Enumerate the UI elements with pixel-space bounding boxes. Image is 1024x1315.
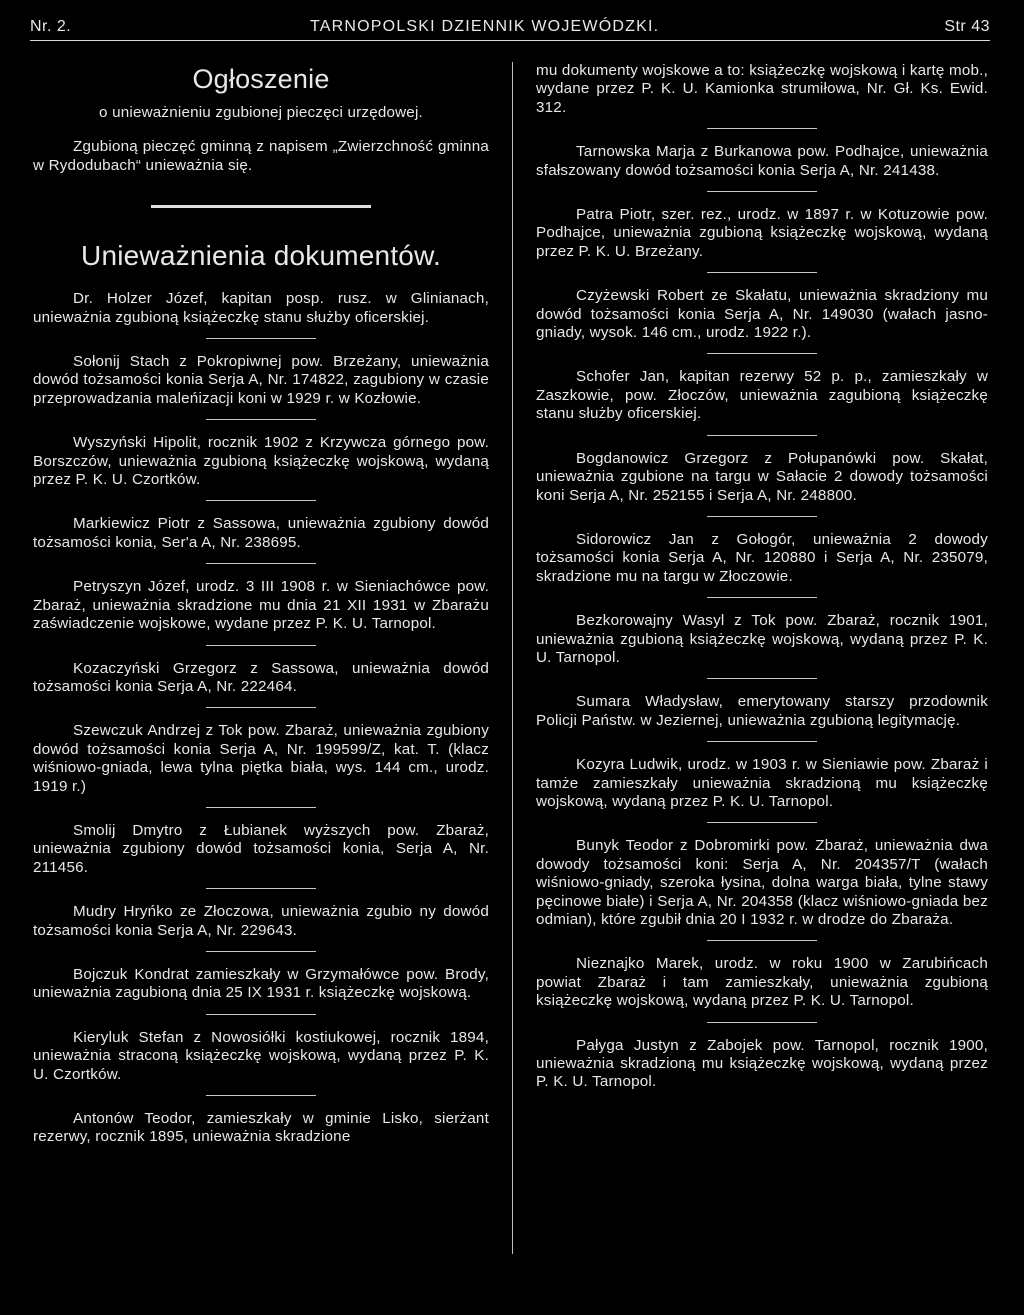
- separator: [707, 1022, 817, 1023]
- notice-entry: Wyszyński Hipolit, rocznik 1902 z Krzywcza górnego pow. Borszczów, unieważnia zgubioną książeczkę wojskową, wydaną przez P. K. U. Czortków.: [33, 434, 489, 489]
- notice-entry: Mudry Hryńko ze Złoczowa, unieważnia zgubio ny dowód tożsamości konia Serja A, Nr. 229643.: [33, 903, 489, 939]
- column-divider: [512, 62, 513, 1254]
- separator: [206, 419, 316, 420]
- separator: [206, 707, 316, 708]
- separator: [206, 500, 316, 501]
- separator: [707, 128, 817, 129]
- separator: [206, 563, 316, 564]
- notice-entry: Pałyga Justyn z Zabojek pow. Tarnopol, rocznik 1900, unieważnia skradzioną mu książeczkę wojskową, wydaną przez P. K. U. Tarnopol.: [536, 1036, 988, 1091]
- announcement-subtitle: o unieważnieniu zgubionej pieczęci urzędowej.: [99, 104, 423, 121]
- notice-entry: Sidorowicz Jan z Gołogór, unieważnia 2 dowody tożsamości konia Serja A, Nr. 120880 i Serja A, Nr. 235079, skradzione mu na targu w Złoczowie.: [536, 530, 988, 585]
- separator: [206, 807, 316, 808]
- section-title: Unieważnienia dokumentów.: [81, 240, 441, 272]
- notice-entry: Kozaczyński Grzegorz z Sassowa, unieważnia dowód tożsamości konia Serja A, Nr. 222464.: [33, 659, 489, 695]
- notice-entry: Kozyra Ludwik, urodz. w 1903 r. w Sieniawie pow. Zbaraż i tamże zamieszkały unieważnia skradzioną mu książeczkę wojskową, wydaną przez P. K. U. Tarnopol.: [536, 756, 988, 810]
- notice-entry: Nieznajko Marek, urodz. w roku 1900 w Zarubińcach powiat Zbaraż i tam zamieszkały, unieważnia zgubioną książeczkę wojskową, wydaną przez P. K. U. Tarnopol.: [536, 955, 988, 1010]
- notice-entry: Dr. Holzer Józef, kapitan posp. rusz. w Glinianach, unieważnia zgubioną książeczkę stanu służby oficerskiej.: [33, 290, 489, 326]
- seal-notice: Zgubioną pieczęć gminną z napisem „Zwierzchność gminna w Rydodubach“ unieważnia się.: [33, 138, 489, 174]
- thick-separator: [151, 205, 371, 208]
- notice-entry: Bunyk Teodor z Dobromirki pow. Zbaraż, unieważnia dwa dowody tożsamości koni: Serja A, Nr. 204357/T (wałach wiśniowo-gniady, szeroka łysina, dolna warga biała, tylne stawy pęcinowe białe) i Serja A, Nr. 204358 (klacz wiśniowo-gniada bez odmian), które zgubił dnia 20 I 1932 r. w drodze do Zbaraża.: [536, 837, 988, 928]
- notice-entry: Smolij Dmytro z Łubianek wyższych pow. Zbaraż, unieważnia zgubiony dowód tożsamości konia, Serja A, Nr. 211456.: [33, 821, 489, 876]
- separator: [206, 888, 316, 889]
- notice-entry: Kieryluk Stefan z Nowosiółki kostiukowej, rocznik 1894, unieważnia straconą książeczkę wojskową, wydaną przez P. K. U. Czortków.: [33, 1028, 489, 1083]
- separator: [707, 741, 817, 742]
- notice-entry: Petryszyn Józef, urodz. 3 III 1908 r. w Sieniachówce pow. Zbaraż, unieważnia skradzione mu dnia 21 XII 1931 w Zbarażu zaświadczenie wojskowe, wydane przez P. K. U. Tarnopol.: [33, 578, 489, 633]
- notice-entry: Bojczuk Kondrat zamieszkały w Grzymałówce pow. Brody, unieważnia zagubioną dnia 25 IX 1931 r. książeczkę wojskową.: [33, 965, 489, 1002]
- right-column: [536, 62, 988, 1092]
- left-column: [33, 62, 489, 1147]
- separator: [707, 940, 817, 941]
- notice-entry: Sumara Władysław, emerytowany starszy przodownik Policji Państw. w Jeziernej, unieważnia zgubioną legitymację.: [536, 693, 988, 729]
- notice-entry: Antonów Teodor, zamieszkały w gminie Lisko, sierżant rezerwy, rocznik 1895, unieważnia skradzione: [33, 1110, 489, 1146]
- notice-entry: Czyżewski Robert ze Skałatu, unieważnia skradziony mu dowód tożsamości konia Serja A, Nr. 149030 (wałach jasno-gniady, wysok. 146 cm., urodz. 1922 r.).: [536, 287, 988, 342]
- separator: [707, 435, 817, 436]
- notice-entry: Markiewicz Piotr z Sassowa, unieważnia zgubiony dowód tożsamości konia, Ser'a A, Nr. 238695.: [33, 515, 489, 551]
- separator: [707, 678, 817, 679]
- separator: [206, 645, 316, 646]
- page-header: [30, 14, 990, 41]
- notice-entry: Sołonij Stach z Pokropiwnej pow. Brzeżany, unieważnia dowód tożsamości konia Serja A, Nr. 174822, zagubiony w czasie przeprowadzania maleńizacji koni w 1929 r. w Kozłowie.: [33, 353, 489, 407]
- notice-entry: Bogdanowicz Grzegorz z Połupanówki pow. Skałat, unieważnia zgubione na targu w Sałacie 2 dowody tożsamości koni Serja A, Nr. 252155 i Serja A, Nr. 248800.: [536, 449, 988, 504]
- announcement-title: Ogłoszenie: [192, 64, 330, 94]
- notice-entry: Schofer Jan, kapitan rezerwy 52 p. p., zamieszkały w Zaszkowie, pow. Złoczów, unieważnia zagubioną książeczkę stanu służby oficerskiej.: [536, 368, 988, 423]
- separator: [707, 597, 817, 598]
- notice-entry: Szewczuk Andrzej z Tok pow. Zbaraż, unieważnia zgubiony dowód tożsamości konia Serja A, Nr. 199599/Z, kat. T. (klacz wiśniowo-gniada, lewa tylna piętka biała, wys. 144 cm., urodz. 1919 r.): [33, 722, 489, 795]
- page-number: Str 43: [944, 18, 990, 35]
- separator: [206, 1014, 316, 1015]
- separator: [707, 516, 817, 517]
- separator: [707, 353, 817, 354]
- separator: [206, 338, 316, 339]
- separator: [206, 951, 316, 952]
- notice-entry: Patra Piotr, szer. rez., urodz. w 1897 r. w Kotuzowie pow. Podhajce, unieważnia zgubioną książeczkę wojskową, wydaną przez P. K. U. Brzeżany.: [536, 206, 988, 260]
- continued-entry: mu dokumenty wojskowe a to: książeczkę wojskową i kartę mob., wydane przez P. K. U. Kamionka strumiłowa, Nr. Gł. Ks. Ewid. 312.: [536, 62, 988, 116]
- separator: [206, 1095, 316, 1096]
- separator: [707, 272, 817, 273]
- notice-entry: Bezkorowajny Wasyl z Tok pow. Zbaraż, rocznik 1901, unieważnia zgubioną książeczkę wojskową, wydaną przez P. K. U. Tarnopol.: [536, 612, 988, 666]
- separator: [707, 191, 817, 192]
- separator: [707, 822, 817, 823]
- issue-number: Nr. 2.: [30, 18, 72, 35]
- notice-entry: Tarnowska Marja z Burkanowa pow. Podhajce, unieważnia sfałszowany dowód tożsamości konia Serja A, Nr. 241438.: [536, 143, 988, 179]
- newspaper-title: TARNOPOLSKI DZIENNIK WOJEWÓDZKI.: [310, 18, 660, 35]
